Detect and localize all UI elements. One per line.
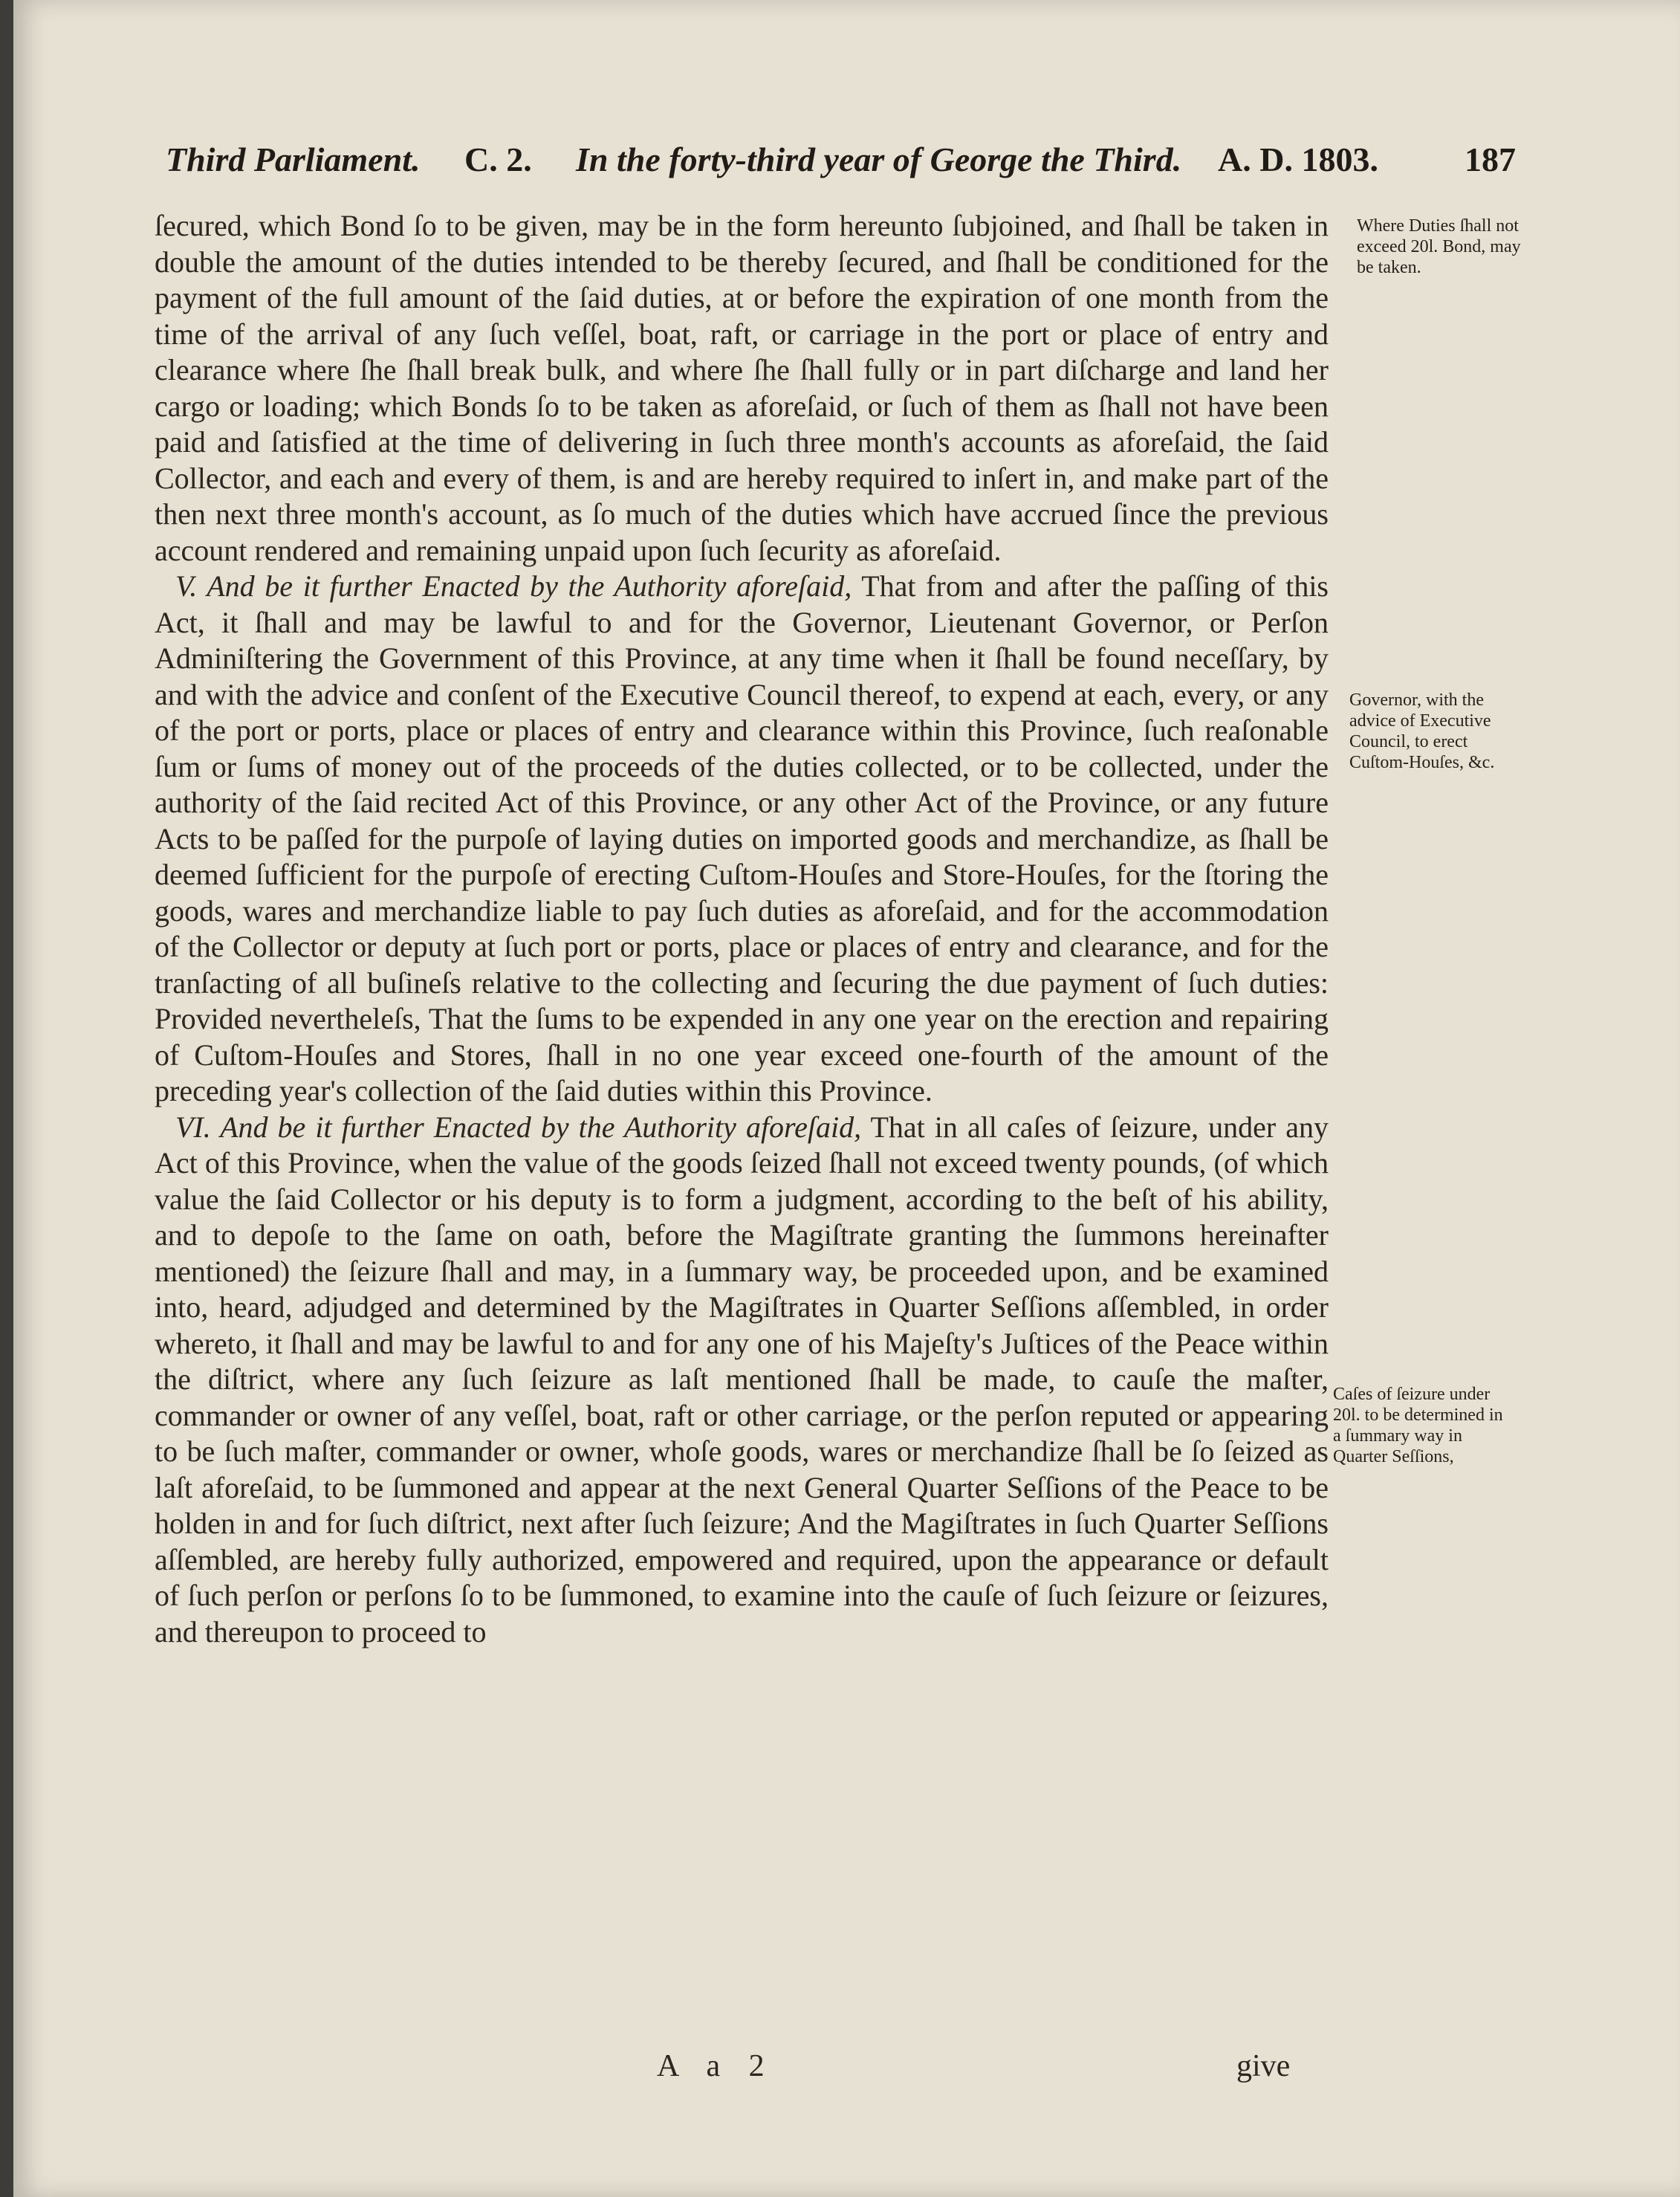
signature-mark: A a 2 [657, 2049, 775, 2083]
section-v [155, 569, 1329, 1110]
marginal-note-bond: Where Duties ſhall not exceed 20l. Bond, may be taken. [1357, 216, 1521, 277]
paragraph-continuation [155, 208, 1329, 569]
book-page [13, 0, 1680, 2197]
marginal-note-custom-houses: Governor, with the advice of Executive Council, to erect Cuſtom-Houſes, &c. [1349, 690, 1495, 772]
catchword: give [1236, 2049, 1291, 2083]
section-lead: V. And be it further Enacted by the Authority aforeſaid, [175, 569, 852, 603]
header-anno-domini: A. D. 1803. [1218, 140, 1378, 178]
page-number: 187 [1465, 140, 1516, 178]
paragraph-text: ſecured, which Bond ſo to be given, may be in the form hereunto ſubjoined, and ſhall be taken in double the amount of the duties intended to be thereby ſecured, and ſhall be conditioned for the payment of the full amount of the ſaid duties, at or before the expiration of one month from the time of the arrival of any ſuch veſſel, boat, raft, or carriage in the port or place of entry and clearance where ſhe ſhall break bulk, and where ſhe ſhall fully or in part diſcharge and land her cargo or loading; which Bonds ſo to be taken as aforeſaid, or ſuch of them as ſhall not have been paid and ſatisfied at the time of delivering in ſuch three month's accounts as aforeſaid, the ſaid Collector, and each and every of them, is and are hereby required to inſert in, and make part of the then next three month's account, as ſo much of the duties which have accrued ſince the previous account rendered and remaining unpaid upon ſuch ſecurity as aforeſaid. [155, 209, 1329, 567]
paragraph-text: That in all caſes of ſeizure, under any Act of this Province, when the value of the goods ſeized ſhall not exceed twenty pounds, (of which value the ſaid Collector or his deputy is to form a judgment, according to the beſt of his ability, and to depoſe to the ſame on oath, before the Magiſtrate granting the ſummons hereinafter mentioned) the ſeizure ſhall and may, in a ſummary way, be proceeded upon, and be examined into, heard, adjudged and determined by the Magiſtrates in Quarter Seſſions aſſembled, in order whereto, it ſhall and may be lawful to and for any one of his Majeſty's Juſtices of the Peace within the diſtrict, where any ſuch ſeizure as laſt mentioned ſhall be made, to cauſe the maſter, commander or owner of any veſſel, boat, raft or other carriage, or the perſon reputed or appearing to be ſuch maſter, commander or owner, whoſe goods, wares or merchandize ſhall be ſo ſeized as laſt aforeſaid, to be ſummoned and appear at the next General Quarter Seſſions of the Peace to be holden in and for ſuch diſtrict, next after ſuch ſeizure; And the Magiſtrates in ſuch Quarter Seſſions aſſembled, are hereby fully authorized, empowered and required, upon the appearance or default of ſuch perſon or perſons ſo to be ſummoned, to examine into the cauſe of ſuch ſeizure or ſeizures, and thereupon to proceed to [155, 1110, 1329, 1648]
section-lead: VI. And be it further Enacted by the Authority aforeſaid, [175, 1110, 862, 1144]
header-chapter: C. 2. [464, 140, 532, 178]
paragraph-text: That from and after the paſſing of this Act, it ſhall and may be lawful to and for the Governor, Lieutenant Governor, or Perſon Adminiſtering the Government of this Province, at any time when it ſhall be found neceſſary, by and with the advice and conſent of the Executive Council thereof, to expend at each, every, or any of the port or ports, place or places of entry and clearance within this Province, ſuch reaſonable ſum or ſums of money out of the proceeds of the duties collected, or to be collected, under the authority of the ſaid recited Act of this Province, or any other Act of the Province, or any future Acts to be paſſed for the purpoſe of laying duties on imported goods and merchandize, as ſhall be deemed ſufficient for the purpoſe of erecting Cuſtom-Houſes and Store-Houſes, for the ſtoring the goods, wares and merchandize liable to pay ſuch duties as aforeſaid, and for the accommodation of the Collector or deputy at ſuch port or ports, place or places of entry and clearance, and for the tranſacting of all buſineſs relative to the collecting and ſecuring the due payment of ſuch duties: Provided nevertheleſs, That the ſums to be expended in any one year on the erection and repairing of Cuſtom-Houſes and Stores, ſhall in no one year exceed one-fourth of the amount of the preceding year's collection of the ſaid duties within this Province. [155, 569, 1329, 1107]
section-vi [155, 1110, 1329, 1651]
marginal-note-seizure: Caſes of ſeizure under 20l. to be determined in a ſummary way in Quarter Seſſions, [1333, 1385, 1503, 1466]
main-text [155, 208, 1329, 1650]
header-title: Third Parliament. [166, 140, 421, 178]
running-header [166, 134, 1518, 193]
book-gutter [0, 0, 13, 2197]
header-regnal-year: In the forty-third year of George the Third. [576, 140, 1182, 178]
